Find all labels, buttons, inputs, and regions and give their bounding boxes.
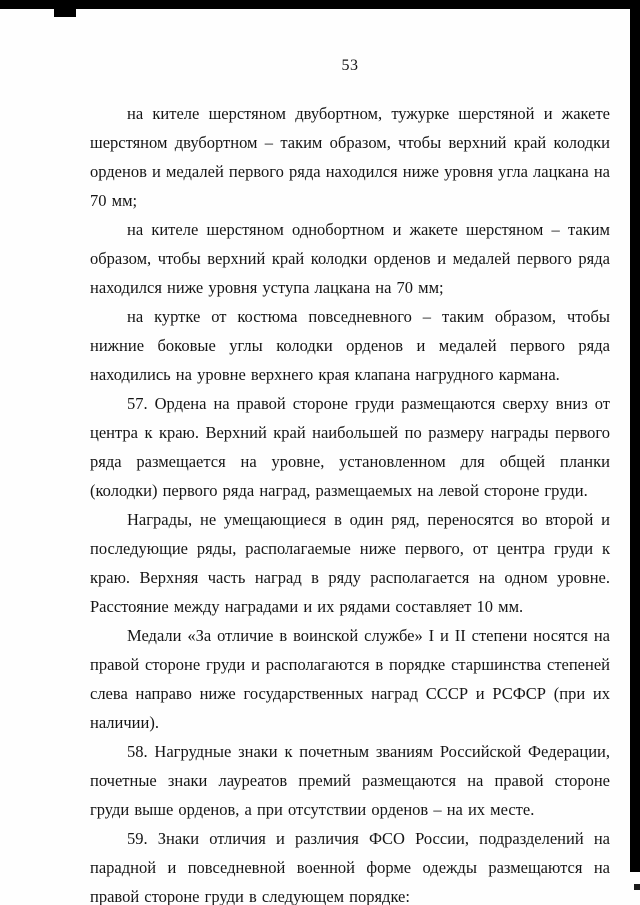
paragraph-item-57-continued: Награды, не умещающиеся в один ряд, переносятся во второй и последующие ряды, располагаемые ниже первого, от центра груди к краю. Верхняя часть наград в ряду располагается на одном уровне. Расстояние между наградами и их рядами составляет 10 мм. [90,510,610,616]
document-body [90,99,610,905]
scan-artifact-right-bar [630,0,640,872]
paragraph-medals-service-distinction: Медали «За отличие в воинской службе» I и II степени носятся на правой стороне груди и располагаются в порядке старшинства степеней слева направо ниже государственных наград СССР и РСФСР (при их наличии). [90,626,610,732]
scan-artifact-top-notch [54,9,76,17]
page-number: 53 [341,57,359,74]
paragraph-item-58: 58. Нагрудные знаки к почетным званиям Российской Федерации, почетные знаки лауреатов премий размещаются на правой стороне груди выше орденов, а при отсутствии орденов – на их месте. [90,742,610,819]
paragraph-tunic-single-breasted: на кителе шерстяном однобортном и жакете шерстяном – таким образом, чтобы верхний край колодки орденов и медалей первого ряда находился ниже уровня уступа лацкана на 70 мм; [90,220,610,297]
paragraph-item-57: 57. Ордена на правой стороне груди размещаются сверху вниз от центра к краю. Верхний край наибольшей по размеру награды первого ряда размещается на уровне, установленном для общей планки (колодки) первого ряда наград, размещаемых на левой стороне груди. [90,394,610,500]
scan-artifact-right-tick [634,884,640,890]
paragraph-tunic-double-breasted: на кителе шерстяном двубортном, тужурке шерстяной и жакете шерстяном двубортном – таким образом, чтобы верхний край колодки орденов и медалей первого ряда находился ниже уровня угла лацкана на 70 мм; [90,104,610,210]
paragraph-item-59: 59. Знаки отличия и различия ФСО России, подразделений на парадной и повседневной военной форме одежды размещаются на правой стороне груди в следующем порядке: [90,829,610,905]
scan-artifact-top-bar [0,0,640,9]
paragraph-everyday-jacket: на куртке от костюма повседневного – таким образом, чтобы нижние боковые углы колодки орденов и медалей первого ряда находились на уровне верхнего края клапана нагрудного кармана. [90,307,610,384]
